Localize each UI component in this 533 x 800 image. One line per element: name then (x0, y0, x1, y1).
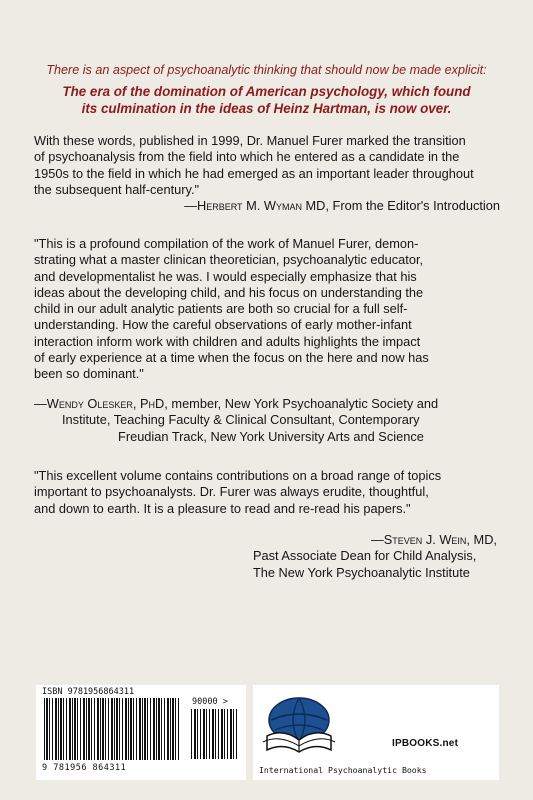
text-line: of psychoanalysis from the field into which he entered as a candidate in the (34, 149, 460, 165)
barcode-bars (44, 698, 179, 760)
attribution-line: Institute, Teaching Faculty & Clinical Consultant, Contemporary (62, 412, 420, 428)
intro-attribution (34, 198, 500, 214)
publisher-logo (253, 685, 499, 780)
text-line: child in our adult analytic patients are both so crucial for a full self- (34, 301, 408, 317)
epigraph-bold-line: its culmination in the ideas of Heinz Hartman, is now over. (81, 101, 452, 116)
intro-paragraph (34, 133, 500, 214)
attribution-rest: , member, New York Psychoanalytic Society and (164, 396, 439, 411)
text-line: understanding. How the careful observations of early mother-infant (34, 317, 412, 333)
attribution-dash: — (184, 198, 197, 214)
attribution-rest: MD, From the Editor's Introduction (301, 198, 500, 214)
text-line: and down to earth. It is a pleasure to read and re-read his papers." (34, 500, 411, 516)
endorsement-1-attribution (34, 396, 500, 445)
epigraph-bold-line: The era of the domination of American psychology, which found (62, 84, 471, 99)
attribution-dash: — (34, 396, 47, 411)
endorsement-2-attribution (253, 532, 497, 581)
endorsement-quote-1 (34, 236, 500, 383)
text-line: of early experience at a time when the focus on the here and now has (34, 350, 429, 366)
attribution-line: Freudian Track, New York University Arts and Science (118, 428, 424, 444)
text-line: ideas about the developing child, and his focus on understanding the (34, 284, 424, 300)
endorsement-quote-2 (34, 468, 500, 517)
text-line: strating what a master clinican theoretician, psychoanalytic educator, (34, 252, 424, 268)
epigraph-line: There is an aspect of psychoanalytic thinking that should now be made explicit: (46, 63, 487, 77)
attribution-line: The New York Psychoanalytic Institute (252, 564, 470, 580)
attribution-line: Past Associate Dean for Child Analysis, (252, 548, 477, 564)
text-line: interaction inform work with children and adults highlights the impact (34, 333, 421, 349)
attribution-name: Wendy Olesker, PhD (46, 396, 165, 411)
price-code-label: 90000 > (192, 697, 228, 707)
publisher-tagline: International Psychoanalytic Books (259, 765, 427, 775)
text-line: "This excellent volume contains contributions on a broad range of topics (34, 468, 442, 483)
text-line: "This is a profound compilation of the work of Manuel Furer, demon- (34, 236, 419, 251)
epigraph (20, 62, 513, 117)
isbn-label: ISBN 9781956864311 (42, 687, 135, 697)
publisher-name: IPBOOKS.net (392, 738, 459, 749)
attribution-line (34, 396, 500, 412)
attribution-name: Herbert M. Wyman (196, 198, 302, 214)
text-line: 1950s to the field in which he had emerged as an important leader throughout (34, 165, 474, 181)
text-line: With these words, published in 1999, Dr. Manuel Furer marked the transition (34, 133, 466, 148)
barcode-digits: 9 781956 864311 (42, 763, 127, 773)
isbn-barcode (36, 685, 246, 780)
text-line: important to psychoanalysts. Dr. Furer was always erudite, thoughtful, (34, 484, 429, 500)
text-line: and developmentalist he was. I would especially emphasize that his (34, 268, 417, 284)
text-line: the subsequent half-century." (34, 181, 200, 197)
price-barcode-bars (191, 709, 239, 759)
attribution-name: —Steven J. Wein, MD, (370, 532, 497, 547)
text-line: been so dominant." (34, 366, 144, 382)
globe-book-icon (259, 690, 339, 760)
